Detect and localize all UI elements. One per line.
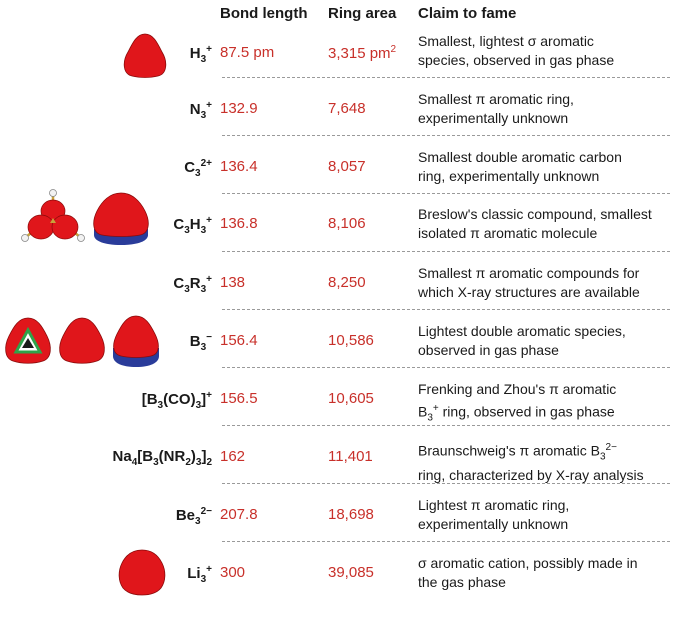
table-row <box>0 494 700 552</box>
formula: $C_3R_3^+$ <box>173 274 212 295</box>
table-row <box>0 320 700 378</box>
table-row <box>0 88 700 146</box>
row-divider <box>222 367 670 368</box>
bond-length-value: 156.5 <box>220 390 258 407</box>
formula: $[B_3(CO)_3]^+$ <box>141 390 212 411</box>
table-row <box>0 552 700 610</box>
row-divider <box>222 135 670 136</box>
ring-area-value: 8,250 <box>328 274 366 291</box>
row-divider <box>222 425 670 426</box>
bond-length-value: 132.9 <box>220 100 258 117</box>
bond-length-value: 138 <box>220 274 246 291</box>
bond-length-value: 207.8 <box>220 506 258 523</box>
table-row <box>0 436 700 494</box>
formula: $C_3H_3^+$ <box>173 215 212 236</box>
table-row <box>0 378 700 436</box>
claim-text: Lightest double aromatic species, observed in gas phase <box>418 323 626 358</box>
claim-text: Frenking and Zhou's π aromatic $B_3^+$ ring, observed in gas phase <box>418 381 617 424</box>
ring-area-value: 8,106 <box>328 215 366 232</box>
claim-text: Lightest π aromatic ring, experimentally unknown <box>418 497 570 532</box>
claim-text: Smallest π aromatic compounds for which X-ray structures are available <box>418 265 640 300</box>
ring-area-value: 18,698 <box>328 506 374 523</box>
ring-area-value: 10,605 <box>328 390 374 407</box>
table-row <box>0 30 700 88</box>
formula: $B_3^-$ <box>189 332 212 353</box>
ring-area-value: 7,648 <box>328 100 366 117</box>
claim-text: Smallest π aromatic ring, experimentally unknown <box>418 91 574 126</box>
ring-area-value: 11,401 <box>328 448 373 465</box>
formula: $H_3^+$ <box>189 44 212 65</box>
header-bond-length: Bond length <box>220 5 308 22</box>
ring-area-value: 39,085 <box>328 564 374 581</box>
bond-length-value: 87.5 pm <box>220 44 275 61</box>
table-row <box>0 262 700 320</box>
bond-length-value: 156.4 <box>220 332 258 349</box>
row-divider <box>222 251 670 252</box>
bond-length-value: 300 <box>220 564 246 581</box>
header-ring-area: Ring area <box>328 5 397 22</box>
formula: $Li_3^+$ <box>187 564 212 585</box>
row-divider <box>222 541 670 542</box>
ring-area-value: 3,315 $pm^2$ <box>328 44 397 62</box>
formula: $Na_4[B_3(NR_2)_3]_2$ <box>112 448 212 468</box>
row-divider <box>222 483 670 484</box>
row-divider <box>222 193 670 194</box>
formula: $C_3^{2+}$ <box>184 158 212 179</box>
claim-text: Smallest double aromatic carbon ring, experimentally unknown <box>418 149 622 184</box>
header-claim-to-fame: Claim to fame <box>418 5 517 22</box>
row-divider <box>222 77 670 78</box>
formula: $N_3^+$ <box>189 100 212 121</box>
claim-text: σ aromatic cation, possibly made in the gas phase <box>418 555 638 590</box>
claim-text: Braunschweig's π aromatic $B_3^{2-}$ ring, characterized by X-ray analysis <box>418 442 644 484</box>
ring-area-value: 10,586 <box>328 332 374 349</box>
ring-area-value: 8,057 <box>328 158 366 175</box>
formula: $Be_3^{2-}$ <box>175 506 212 527</box>
bond-length-value: 162 <box>220 448 246 465</box>
claim-text: Breslow's classic compound, smallest isolated π aromatic molecule <box>418 206 652 241</box>
row-divider <box>222 309 670 310</box>
bond-length-value: 136.4 <box>220 158 258 175</box>
bond-length-value: 136.8 <box>220 215 258 232</box>
claim-text: Smallest, lightest σ aromatic species, observed in gas phase <box>418 33 615 68</box>
table-row <box>0 203 700 261</box>
